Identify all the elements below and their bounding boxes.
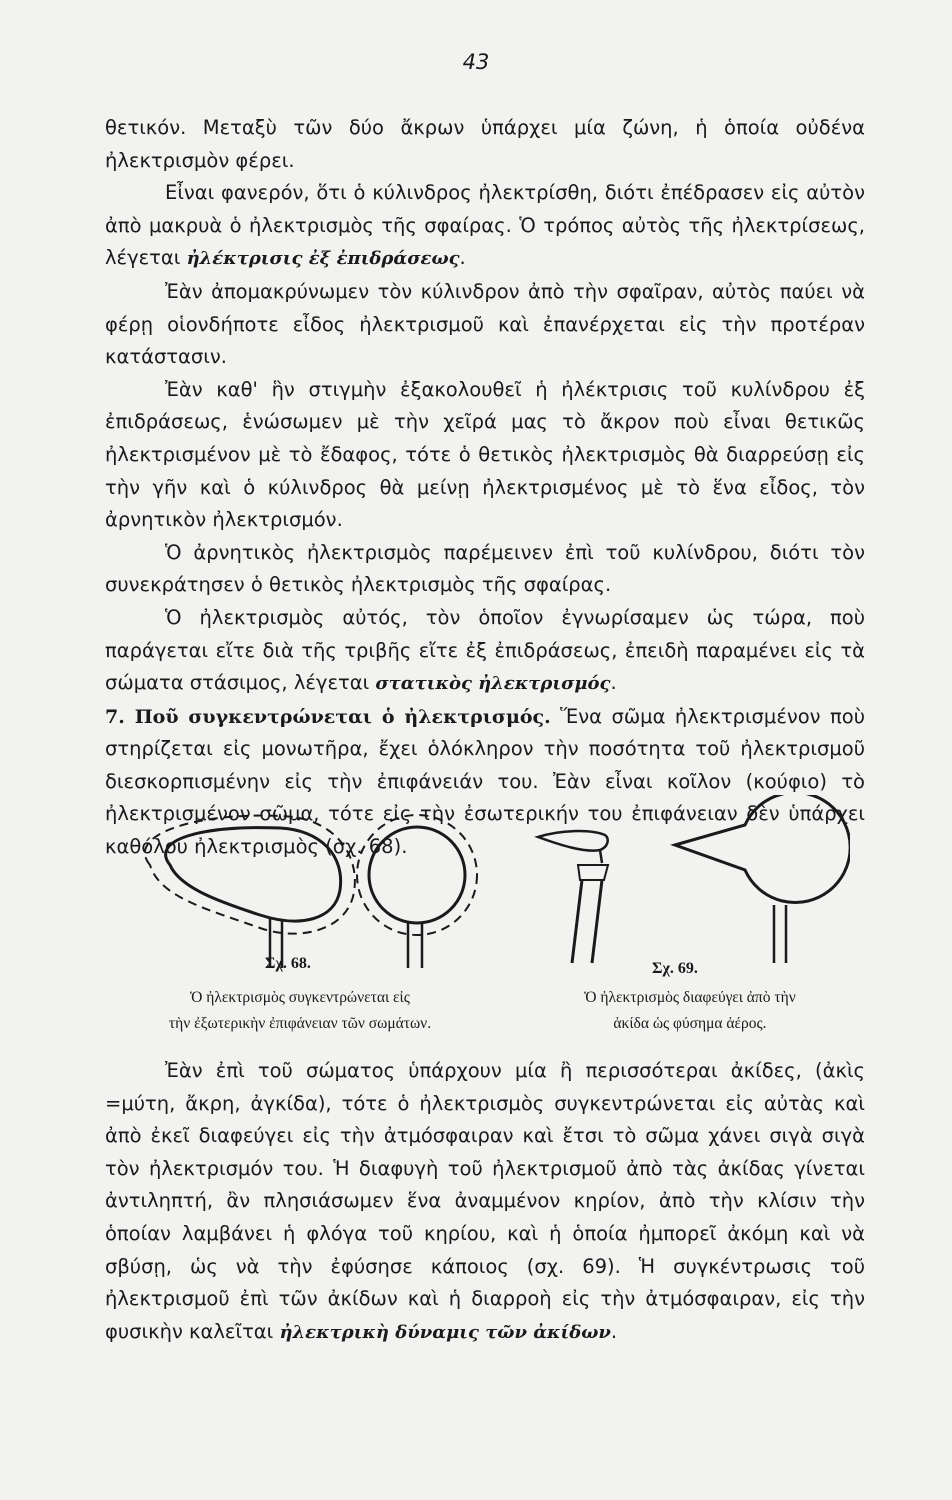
figure-69-drawing [530, 795, 850, 965]
text-block-bottom [105, 1055, 865, 1349]
egg-conductor-outline [166, 828, 341, 921]
figure-68-label: Σχ. 68. [265, 955, 311, 972]
emphasis-term: ἠλεκτρικὴ δύναμις τῶν ἀκίδων [279, 1321, 611, 1343]
emphasis-term: ἠλέκτρισις ἐξ ἐπιδράσεως [186, 248, 460, 270]
sphere-outline [369, 827, 465, 923]
figure-68-drawing [110, 810, 490, 970]
paragraph-5: Ὁ ἀρνητικὸς ἠλεκτρισμὸς παρέμεινεν ἐπὶ τοῦ κυλίνδρου, διότι τὸν συνεκράτησεν ὁ θετικὸς ἠλεκτρισμὸς τῆς σφαίρας. [105, 540, 865, 597]
paragraph-1: θετικόν. Μεταξὺ τῶν δύο ἄκρων ὑπάρχει μία ζώνη, ἡ ὁποία οὐδένα ἠλεκτρισμὸν φέρει. [105, 116, 865, 172]
section-heading: 7. Ποῦ συγκεντρώνεται ὁ ἠλεκτρισμός. [105, 705, 551, 728]
text-block-top [105, 112, 865, 864]
candle-top [578, 865, 608, 880]
emphasis-term: στατικὸς ἠλεκτρισμός [375, 673, 611, 695]
figure-69-caption: Ὁ ἠλεκτρισμὸς διαφεύγει ἀπὸ τὴν ἀκίδα ὡς φύσημα ἀέρος. [584, 989, 796, 1032]
paragraph-8: Ἐὰν ἐπὶ τοῦ σώματος ὑπάρχουν μία ἢ περισσότεραι ἀκίδες, (ἀκὶς =μύτη, ἄκρη, ἀγκίδα), τότε ὁ ἠλεκτρισμὸς συγκεντρώνεται εἰς αὐτὰς καὶ ἀπὸ ἐκεῖ διαφεύγει εἰς τὴν ἀτμόσφαιραν καὶ ἔτσι τὸ σῶμα χάνει σιγὰ σιγὰ τὸν ἠλεκτρισμόν του. Ἡ διαφυγὴ τοῦ ἠλεκτρισμοῦ ἀπὸ τὰς ἀκίδας γίνεται ἀντιληπτή, ἂν πλησιάσωμεν ἕνα ἀναμμένον κηρίον, ἀπὸ τὴν κλίσιν τὴν ὁποίαν λαμβάνει ἡ φλόγα τοῦ κηρίου, καὶ ἡ ὁποία ἠμπορεῖ ἀκόμη καὶ νὰ σβύσῃ, ὡς νὰ τὴν ἐφύσησε κάποιος (σχ. 69). Ἡ συγκέντρωσις τοῦ ἠλεκτρισμοῦ ἐπὶ τῶν ἀκίδων καὶ ἡ διαρροὴ εἰς τὴν ἀτμόσφαιραν, εἰς τὴν φυσικὴν καλεῖται ἠλεκτρικὴ δύναμις τῶν ἀκίδων. [105, 1059, 865, 1343]
paragraph-7: 7. Ποῦ συγκεντρώνεται ὁ ἠλεκτρισμός. Ἕνα σῶμα ἠλεκτρισμένον ποὺ στηρίζεται εἰς μονωτῆρα, ἔχει ὁλόκληρον τὴν ποσότητα τοῦ ἠλεκτρισμοῦ διεσκορπισμένην εἰς τὴν ἐπιφάνειάν του. Ἐὰν εἶναι κοῖλον (κούφιο) τὸ ἠλεκτρισμένον σῶμα, τότε εἰς τὴν ἐσωτερικήν του ἐπιφάνειαν δὲν ὑπάρχει καθόλου ἠλεκτρισμὸς (σχ. 68). [105, 704, 865, 859]
candle-right-edge [592, 880, 602, 963]
paragraph-6: Ὁ ἠλεκτρισμὸς αὐτός, τὸν ὁποῖον ἐγνωρίσαμεν ὡς τώρα, ποὺ παράγεται εἴτε διὰ τῆς τριβῆς εἴτε ἐξ ἐπιδράσεως, ἐπειδὴ παραμένει εἰς τὰ σώματα στάσιμος, λέγεται στατικὸς ἠλεκτρισμός. [105, 605, 865, 695]
candle-wick [600, 850, 602, 863]
paragraph-2: Εἶναι φανερόν, ὅτι ὁ κύλινδρος ἠλεκτρίσθη, διότι ἐπέδρασεν εἰς αὐτὸν ἀπὸ μακρυὰ ὁ ἠλεκτρισμὸς τῆς σφαίρας. Ὁ τρόπος αὐτὸς τῆς ἠλεκτρίσεως, λέγεται ἠλέκτρισις ἐξ ἐπιδράσεως. [105, 181, 865, 270]
paragraph-3: Ἐὰν ἀπομακρύνωμεν τὸν κύλινδρον ἀπὸ τὴν σφαῖραν, αὐτὸς παύει νὰ φέρῃ οἱονδήποτε εἶδος ἠλεκτρισμοῦ καὶ ἐπανέρχεται εἰς τὴν προτέραν κατάστασιν. [105, 279, 865, 369]
sphere-charge-layer [357, 815, 477, 935]
paragraph-4: Ἐὰν καθ' ἣν στιγμὴν ἐξακολουθεῖ ἡ ἠλέκτρισις τοῦ κυλίνδρου ἐξ ἐπιδράσεως, ἑνώσωμεν μὲ τὴν χεῖρά μας τὸ ἄκρον ποὺ εἶναι θετικῶς ἠλεκτρισμένον μὲ τὸ ἔδαφος, τότε ὁ θετικὸς ἠλεκτρισμὸς θὰ διαρρεύσῃ εἰς τὴν γῆν καὶ ὁ κύλινδρος θὰ μείνῃ ἠλεκτρισμένος μὲ τὸ ἕνα εἶδος, τὸν ἀρνητικὸν ἠλεκτρισμόν. [105, 377, 865, 532]
figure-69-label: Σχ. 69. [652, 960, 698, 977]
pointed-sphere-outline [675, 795, 850, 903]
figure-68-caption: Ὁ ἠλεκτρισμὸς συγκεντρώνεται εἰς τὴν ἐξωτερικὴν ἐπιφάνειαν τῶν σωμάτων. [168, 989, 432, 1032]
page-number: 43 [462, 50, 490, 74]
candle-left-edge [572, 880, 582, 963]
deflected-flame [538, 831, 608, 851]
